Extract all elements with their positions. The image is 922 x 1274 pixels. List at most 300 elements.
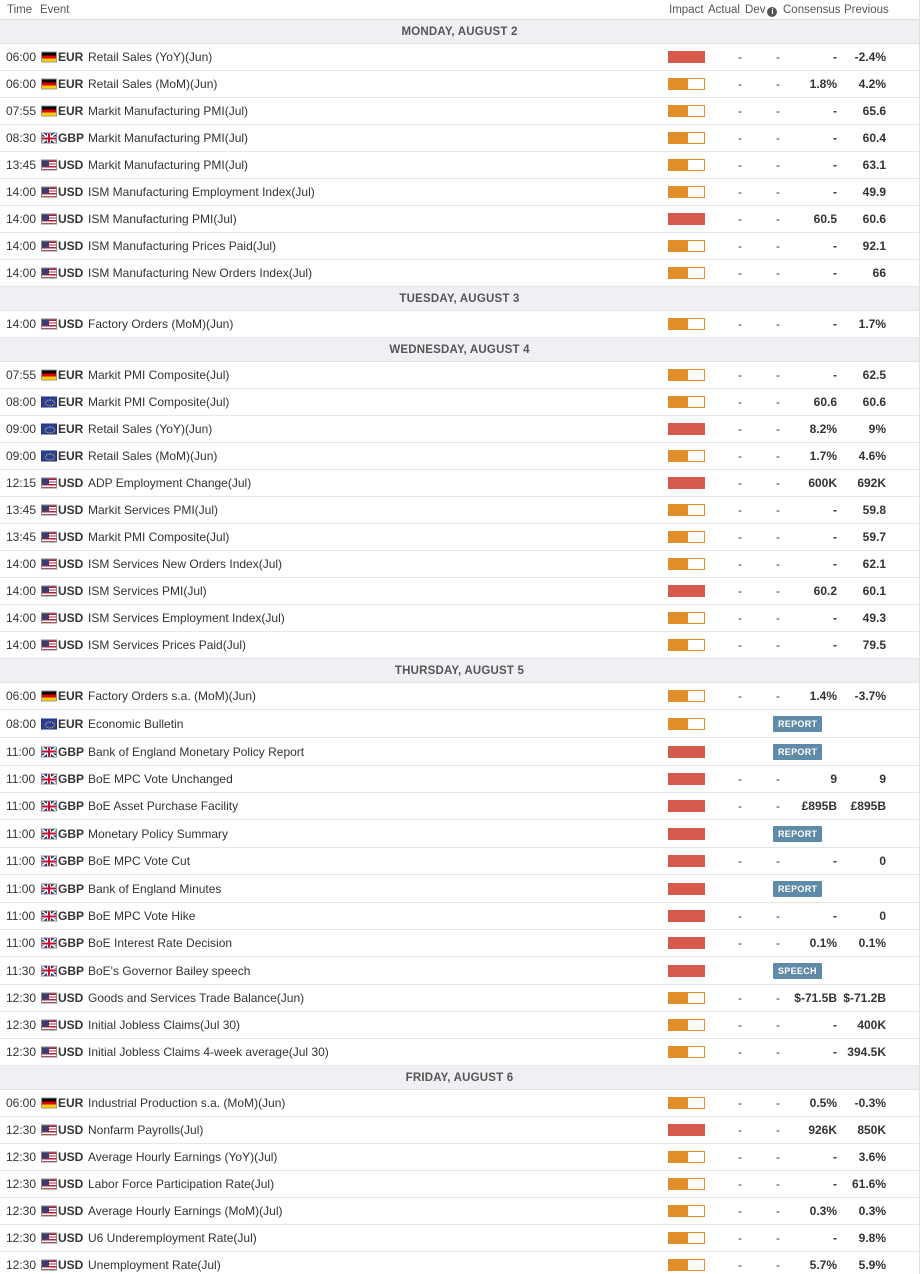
- event-time: 11:00: [6, 744, 36, 759]
- header-dev-label: Dev: [745, 4, 766, 16]
- event-time: 11:00: [6, 881, 36, 896]
- event-name[interactable]: ADP Employment Change(Jul): [88, 476, 252, 490]
- impact-medium-bar: [668, 78, 705, 90]
- consensus-value: 9: [830, 772, 837, 786]
- flag-us-icon: [41, 268, 57, 279]
- actual-value: -: [738, 104, 742, 118]
- deviation-value: -: [776, 530, 780, 544]
- report-badge[interactable]: REPORT: [773, 744, 822, 760]
- event-time: 11:00: [6, 936, 36, 950]
- impact-fill: [669, 133, 688, 143]
- deviation-value: -: [776, 239, 780, 253]
- event-row[interactable]: [0, 738, 919, 766]
- report-badge[interactable]: REPORT: [773, 826, 822, 842]
- currency-code: GBP: [58, 744, 85, 759]
- actual-value: -: [738, 1231, 742, 1245]
- event-time: 11:00: [6, 799, 36, 813]
- impact-high-bar: [668, 937, 705, 949]
- consensus-value: 926K: [808, 1123, 837, 1137]
- report-badge[interactable]: REPORT: [773, 881, 822, 897]
- actual-value: -: [738, 1150, 742, 1164]
- event-time: 06:00: [6, 77, 37, 91]
- event-name[interactable]: Markit PMI Composite(Jul): [88, 395, 230, 409]
- impact-fill: [669, 451, 688, 461]
- flag-us-icon: [41, 160, 57, 171]
- previous-value: 62.5: [862, 368, 886, 382]
- event-row[interactable]: [0, 848, 919, 875]
- currency-code: GBP: [58, 826, 85, 841]
- impact-medium-bar: [668, 1205, 705, 1217]
- event-name[interactable]: ISM Manufacturing PMI(Jul): [88, 212, 237, 226]
- impact-medium-bar: [668, 1019, 705, 1031]
- flag-gb-icon: [41, 965, 57, 976]
- flag-de-icon: [41, 1098, 57, 1109]
- impact-fill: [669, 719, 688, 729]
- event-row[interactable]: [0, 125, 919, 152]
- event-row[interactable]: [0, 443, 919, 470]
- impact-high-bar: [668, 585, 705, 597]
- event-row[interactable]: [0, 44, 919, 71]
- event-name[interactable]: Retail Sales (YoY)(Jun): [88, 50, 213, 64]
- impact-fill: [669, 966, 704, 976]
- flag-us-icon: [41, 478, 57, 489]
- impact-fill: [669, 1206, 688, 1216]
- currency-code: EUR: [58, 368, 84, 382]
- impact-fill: [669, 640, 688, 650]
- impact-fill: [669, 160, 688, 170]
- event-time: 08:00: [6, 395, 37, 409]
- deviation-value: -: [776, 936, 780, 950]
- consensus-value: -: [833, 1018, 837, 1032]
- event-time: 08:00: [6, 716, 37, 731]
- flag-de-icon: [41, 370, 57, 381]
- currency-code: GBP: [58, 799, 85, 813]
- previous-value: 0: [879, 909, 886, 923]
- actual-value: -: [738, 368, 742, 382]
- event-time: 14:00: [6, 239, 37, 253]
- consensus-value: 1.7%: [809, 449, 837, 463]
- deviation-value: -: [776, 50, 780, 64]
- header-time[interactable]: Time: [7, 4, 33, 16]
- deviation-value: -: [776, 212, 780, 226]
- event-row[interactable]: [0, 1252, 919, 1274]
- flag-eu-icon: [41, 451, 57, 462]
- event-row[interactable]: [0, 820, 919, 848]
- event-time: 11:00: [6, 854, 36, 868]
- actual-value: -: [738, 476, 742, 490]
- event-row[interactable]: [0, 470, 919, 497]
- currency-code: USD: [58, 239, 84, 253]
- event-time: 12:30: [6, 1177, 37, 1191]
- deviation-value: -: [776, 104, 780, 118]
- event-row[interactable]: [0, 1144, 919, 1171]
- event-time: 06:00: [6, 1096, 37, 1110]
- impact-medium-bar: [668, 504, 705, 516]
- previous-value: £895B: [850, 799, 886, 813]
- deviation-value: -: [776, 185, 780, 199]
- actual-value: -: [738, 239, 742, 253]
- flag-us-icon: [41, 613, 57, 624]
- event-name[interactable]: Unemployment Rate(Jul): [88, 1258, 221, 1272]
- flag-gb-icon: [41, 774, 57, 785]
- event-name[interactable]: BoE MPC Vote Hike: [88, 909, 196, 923]
- event-name[interactable]: BoE's Governor Bailey speech: [88, 963, 251, 978]
- event-row[interactable]: [0, 179, 919, 206]
- previous-value: 4.6%: [858, 449, 886, 463]
- event-name[interactable]: Economic Bulletin: [88, 716, 184, 731]
- impact-fill: [669, 829, 704, 839]
- event-row[interactable]: [0, 233, 919, 260]
- consensus-value: -: [833, 131, 837, 145]
- impact-medium-bar: [668, 159, 705, 171]
- impact-high-bar: [668, 1124, 705, 1136]
- actual-value: -: [738, 584, 742, 598]
- impact-medium-bar: [668, 186, 705, 198]
- impact-high-bar: [668, 51, 705, 63]
- event-name[interactable]: Retail Sales (MoM)(Jun): [88, 449, 218, 463]
- event-name[interactable]: ISM Manufacturing Employment Index(Jul): [88, 185, 315, 199]
- flag-us-icon: [41, 1125, 57, 1136]
- event-name[interactable]: ISM Manufacturing Prices Paid(Jul): [88, 239, 277, 253]
- impact-medium-bar: [668, 369, 705, 381]
- event-name[interactable]: Retail Sales (MoM)(Jun): [88, 77, 218, 91]
- flag-us-icon: [41, 1260, 57, 1271]
- consensus-value: 0.5%: [809, 1096, 837, 1110]
- impact-medium-bar: [668, 1178, 705, 1190]
- deviation-value: -: [776, 395, 780, 409]
- actual-value: -: [738, 317, 742, 331]
- deviation-value: -: [776, 1123, 780, 1137]
- event-name[interactable]: ISM Manufacturing New Orders Index(Jul): [88, 266, 313, 280]
- deviation-value: -: [776, 991, 780, 1005]
- event-time: 07:55: [6, 104, 37, 118]
- flag-us-icon: [41, 505, 57, 516]
- event-row[interactable]: [0, 260, 919, 287]
- previous-value: 0.1%: [858, 936, 886, 950]
- consensus-value: -: [833, 50, 837, 64]
- currency-code: USD: [58, 1177, 84, 1191]
- currency-code: USD: [58, 991, 84, 1005]
- speech-badge[interactable]: SPEECH: [773, 963, 822, 979]
- flag-us-icon: [41, 1233, 57, 1244]
- event-row[interactable]: [0, 683, 919, 710]
- flag-us-icon: [41, 319, 57, 330]
- impact-medium-bar: [668, 558, 705, 570]
- deviation-value: -: [776, 503, 780, 517]
- consensus-value: 5.7%: [809, 1258, 837, 1272]
- event-time: 06:00: [6, 50, 37, 64]
- impact-medium-bar: [668, 240, 705, 252]
- actual-value: -: [738, 991, 742, 1005]
- currency-code: EUR: [58, 104, 84, 118]
- currency-code: USD: [58, 1123, 84, 1137]
- event-row[interactable]: [0, 710, 919, 738]
- event-name[interactable]: Factory Orders s.a. (MoM)(Jun): [88, 689, 257, 703]
- consensus-value: -: [833, 104, 837, 118]
- deviation-value: -: [776, 422, 780, 436]
- event-name[interactable]: Labor Force Participation Rate(Jul): [88, 1177, 275, 1191]
- flag-eu-icon: [41, 718, 57, 729]
- flag-gb-icon: [41, 883, 57, 894]
- impact-medium-bar: [668, 612, 705, 624]
- event-row[interactable]: [0, 1117, 919, 1144]
- report-badge[interactable]: REPORT: [773, 716, 822, 732]
- event-row[interactable]: [0, 1012, 919, 1039]
- flag-us-icon: [41, 586, 57, 597]
- actual-value: -: [738, 449, 742, 463]
- actual-value: -: [738, 772, 742, 786]
- event-name[interactable]: Nonfarm Payrolls(Jul): [88, 1123, 204, 1137]
- flag-us-icon: [41, 241, 57, 252]
- event-name[interactable]: Goods and Services Trade Balance(Jun): [88, 991, 305, 1005]
- event-name[interactable]: BoE MPC Vote Cut: [88, 854, 191, 868]
- deviation-value: -: [776, 1018, 780, 1032]
- previous-value: 9.8%: [858, 1231, 886, 1245]
- actual-value: -: [738, 1123, 742, 1137]
- consensus-value: 1.8%: [809, 77, 837, 91]
- event-row[interactable]: [0, 605, 919, 632]
- flag-us-icon: [41, 214, 57, 225]
- event-name[interactable]: Initial Jobless Claims 4-week average(Jul 30): [88, 1045, 329, 1059]
- impact-medium-bar: [668, 1151, 705, 1163]
- currency-code: USD: [58, 611, 84, 625]
- actual-value: -: [738, 1045, 742, 1059]
- previous-value: 60.1: [862, 584, 886, 598]
- consensus-value: -: [833, 638, 837, 652]
- header-impact[interactable]: Impact: [669, 4, 704, 16]
- currency-code: EUR: [58, 1096, 84, 1110]
- impact-medium-bar: [668, 718, 705, 730]
- actual-value: -: [738, 422, 742, 436]
- event-row[interactable]: [0, 524, 919, 551]
- flag-de-icon: [41, 79, 57, 90]
- currency-code: USD: [58, 638, 84, 652]
- flag-us-icon: [41, 532, 57, 543]
- flag-us-icon: [41, 1047, 57, 1058]
- event-row[interactable]: [0, 957, 919, 985]
- event-name[interactable]: Markit Manufacturing PMI(Jul): [88, 131, 249, 145]
- impact-medium-bar: [668, 690, 705, 702]
- event-row[interactable]: [0, 71, 919, 98]
- event-name[interactable]: Markit Manufacturing PMI(Jul): [88, 158, 249, 172]
- currency-code: GBP: [58, 881, 85, 896]
- currency-code: USD: [58, 1018, 84, 1032]
- event-row[interactable]: [0, 875, 919, 903]
- event-row[interactable]: [0, 985, 919, 1012]
- consensus-value: -: [833, 368, 837, 382]
- event-name[interactable]: Factory Orders (MoM)(Jun): [88, 317, 234, 331]
- impact-high-bar: [668, 910, 705, 922]
- impact-high-bar: [668, 746, 705, 758]
- event-name[interactable]: ISM Services PMI(Jul): [88, 584, 207, 598]
- event-name[interactable]: Initial Jobless Claims(Jul 30): [88, 1018, 241, 1032]
- deviation-value: -: [776, 1096, 780, 1110]
- event-time: 11:00: [6, 909, 36, 923]
- event-name[interactable]: Markit Services PMI(Jul): [88, 503, 219, 517]
- deviation-value: -: [776, 557, 780, 571]
- impact-fill: [669, 747, 704, 757]
- event-name[interactable]: ISM Services Employment Index(Jul): [88, 611, 285, 625]
- flag-gb-icon: [41, 801, 57, 812]
- event-row[interactable]: [0, 1198, 919, 1225]
- event-row[interactable]: [0, 766, 919, 793]
- impact-fill: [669, 241, 688, 251]
- event-time: 14:00: [6, 584, 37, 598]
- event-name[interactable]: Industrial Production s.a. (MoM)(Jun): [88, 1096, 286, 1110]
- impact-medium-bar: [668, 639, 705, 651]
- event-name[interactable]: ISM Services Prices Paid(Jul): [88, 638, 247, 652]
- event-time: 12:30: [6, 1045, 37, 1059]
- consensus-value: -: [833, 239, 837, 253]
- flag-de-icon: [41, 691, 57, 702]
- actual-value: -: [738, 689, 742, 703]
- currency-code: GBP: [58, 854, 85, 868]
- impact-fill: [669, 938, 704, 948]
- actual-value: -: [738, 395, 742, 409]
- consensus-value: -: [833, 185, 837, 199]
- event-name[interactable]: Markit PMI Composite(Jul): [88, 368, 230, 382]
- impact-high-bar: [668, 883, 705, 895]
- impact-fill: [669, 505, 688, 515]
- flag-us-icon: [41, 1152, 57, 1163]
- event-name[interactable]: U6 Underemployment Rate(Jul): [88, 1231, 257, 1245]
- event-row[interactable]: [0, 1225, 919, 1252]
- event-row[interactable]: [0, 1090, 919, 1117]
- event-time: 12:30: [6, 1123, 37, 1137]
- header-previous[interactable]: Previous: [844, 4, 889, 16]
- event-row[interactable]: [0, 1039, 919, 1066]
- impact-fill: [669, 1098, 688, 1108]
- consensus-value: 60.5: [813, 212, 837, 226]
- deviation-value: -: [776, 317, 780, 331]
- event-row[interactable]: [0, 903, 919, 930]
- event-row[interactable]: [0, 416, 919, 443]
- event-name[interactable]: ISM Services New Orders Index(Jul): [88, 557, 283, 571]
- event-row[interactable]: [0, 152, 919, 179]
- currency-code: USD: [58, 476, 84, 490]
- event-name[interactable]: Bank of England Minutes: [88, 881, 222, 896]
- event-name[interactable]: Bank of England Monetary Policy Report: [88, 744, 305, 759]
- event-row[interactable]: [0, 551, 919, 578]
- event-row[interactable]: [0, 389, 919, 416]
- flag-us-icon: [41, 187, 57, 198]
- consensus-value: 600K: [808, 476, 837, 490]
- event-row[interactable]: [0, 793, 919, 820]
- event-name[interactable]: BoE MPC Vote Unchanged: [88, 772, 233, 786]
- event-name[interactable]: Retail Sales (YoY)(Jun): [88, 422, 213, 436]
- previous-value: 850K: [857, 1123, 886, 1137]
- header-dev[interactable]: [745, 4, 777, 17]
- impact-high-bar: [668, 213, 705, 225]
- previous-value: 3.6%: [858, 1150, 886, 1164]
- impact-medium-bar: [668, 1046, 705, 1058]
- event-name[interactable]: BoE Asset Purchase Facility: [88, 799, 239, 813]
- event-time: 09:00: [6, 449, 37, 463]
- currency-code: USD: [58, 1045, 84, 1059]
- header-event[interactable]: Event: [40, 4, 70, 16]
- event-time: 11:00: [6, 772, 36, 786]
- header-actual[interactable]: Actual: [708, 4, 740, 16]
- info-icon[interactable]: i: [767, 7, 777, 17]
- event-row[interactable]: [0, 362, 919, 389]
- actual-value: -: [738, 799, 742, 813]
- event-row[interactable]: [0, 206, 919, 233]
- event-time: 12:30: [6, 1150, 37, 1164]
- currency-code: USD: [58, 557, 84, 571]
- event-name[interactable]: Markit Manufacturing PMI(Jul): [88, 104, 249, 118]
- event-name[interactable]: Markit PMI Composite(Jul): [88, 530, 230, 544]
- event-time: 11:30: [6, 963, 36, 978]
- previous-value: 66: [872, 266, 886, 280]
- consensus-value: 0.3%: [809, 1204, 837, 1218]
- currency-code: EUR: [58, 689, 84, 703]
- event-time: 13:45: [6, 503, 37, 517]
- currency-code: USD: [58, 1204, 84, 1218]
- event-row[interactable]: [0, 497, 919, 524]
- currency-code: EUR: [58, 422, 84, 436]
- actual-value: -: [738, 77, 742, 91]
- deviation-value: -: [776, 476, 780, 490]
- currency-code: USD: [58, 158, 84, 172]
- actual-value: -: [738, 936, 742, 950]
- impact-fill: [669, 801, 704, 811]
- flag-gb-icon: [41, 133, 57, 144]
- impact-medium-bar: [668, 318, 705, 330]
- previous-value: -3.7%: [854, 689, 886, 703]
- previous-value: 400K: [857, 1018, 886, 1032]
- previous-value: 65.6: [862, 104, 886, 118]
- previous-value: 4.2%: [858, 77, 886, 91]
- event-time: 08:30: [6, 131, 37, 145]
- previous-value: 60.4: [862, 131, 886, 145]
- consensus-value: -: [833, 158, 837, 172]
- flag-us-icon: [41, 640, 57, 651]
- header-consensus[interactable]: Consensus: [783, 4, 841, 16]
- event-name[interactable]: BoE Interest Rate Decision: [88, 936, 233, 950]
- actual-value: -: [738, 530, 742, 544]
- event-row[interactable]: [0, 311, 919, 338]
- deviation-value: -: [776, 1045, 780, 1059]
- event-name[interactable]: Average Hourly Earnings (YoY)(Jul): [88, 1150, 278, 1164]
- deviation-value: -: [776, 1177, 780, 1191]
- event-name[interactable]: Monetary Policy Summary: [88, 826, 229, 841]
- impact-fill: [669, 79, 688, 89]
- impact-fill: [669, 187, 688, 197]
- impact-fill: [669, 1260, 688, 1270]
- event-row[interactable]: [0, 98, 919, 125]
- event-row[interactable]: [0, 1171, 919, 1198]
- event-row[interactable]: [0, 930, 919, 957]
- event-time: 12:30: [6, 1258, 37, 1272]
- previous-value: $-71.2B: [843, 991, 886, 1005]
- actual-value: -: [738, 1204, 742, 1218]
- consensus-value: -: [833, 1150, 837, 1164]
- impact-medium-bar: [668, 105, 705, 117]
- previous-value: 394.5K: [847, 1045, 886, 1059]
- deviation-value: -: [776, 1150, 780, 1164]
- event-row[interactable]: [0, 578, 919, 605]
- flag-gb-icon: [41, 746, 57, 757]
- impact-fill: [669, 214, 704, 224]
- event-row[interactable]: [0, 632, 919, 659]
- event-time: 12:30: [6, 1231, 37, 1245]
- actual-value: -: [738, 50, 742, 64]
- event-time: 07:55: [6, 368, 37, 382]
- impact-fill: [669, 268, 688, 278]
- event-name[interactable]: Average Hourly Earnings (MoM)(Jul): [88, 1204, 283, 1218]
- impact-fill: [669, 884, 704, 894]
- impact-fill: [669, 613, 688, 623]
